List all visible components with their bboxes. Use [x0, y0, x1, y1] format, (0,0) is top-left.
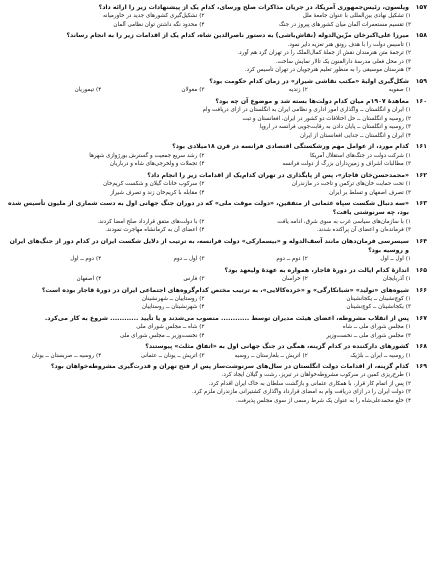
- answer-option[interactable]: [215, 275, 308, 284]
- option-number: ۲): [405, 50, 411, 57]
- answer-option[interactable]: [8, 295, 205, 304]
- question: [8, 362, 427, 406]
- question-text: اندازهٔ کدام ایالت در دورهٔ قاجار، همواره به عهدهٔ ولیعهد بود؟: [224, 266, 409, 274]
- question-text: شکل‌گیری اولیهٔ «مکتب نقاشی شیراز» در زمان کدام حکومت بود؟: [209, 77, 409, 85]
- answer-option[interactable]: [8, 275, 101, 284]
- option-number: ۴): [199, 21, 205, 28]
- question-number: ۱۵۷: [415, 4, 427, 11]
- option-text: صفویه: [388, 87, 404, 94]
- option-number: ۲): [302, 87, 308, 94]
- answer-options: [8, 323, 427, 340]
- option-number: ۳): [405, 227, 411, 234]
- option-number: ۳): [405, 124, 411, 131]
- option-text: مقابله با کریم‌خان زند و تصرف شیراز: [110, 189, 198, 196]
- question-text: معاهدهٔ ۱۹۰۷م میان کدام دولت‌ها بسته شد و موضوع آن چه بود؟: [215, 97, 409, 105]
- answer-option[interactable]: [8, 303, 205, 312]
- answer-option[interactable]: [8, 86, 101, 95]
- answer-option[interactable]: [8, 189, 205, 198]
- question: [8, 171, 427, 197]
- option-text: محدود نگه داشتن توان نظامی آلمان: [113, 21, 198, 28]
- answer-options: [8, 86, 427, 95]
- question-stem: [8, 142, 427, 151]
- answer-option[interactable]: [8, 12, 205, 21]
- option-text: با سازمان‌های سیاسی غرب به سوی شرق، ادامه یافت: [277, 218, 404, 225]
- option-number: ۳): [199, 275, 205, 282]
- option-text: خلع محمدعلی‌شاه را به عنوان یک شرط رسمی از سوی مجلس پذیرفت.: [235, 398, 404, 405]
- answer-option[interactable]: [8, 132, 411, 141]
- option-number: ۴): [405, 132, 411, 139]
- option-number: ۱): [405, 13, 411, 20]
- question: [8, 31, 427, 75]
- answer-option[interactable]: [111, 275, 204, 284]
- option-text: زندیه: [288, 87, 301, 94]
- option-text: روستاییان ــ شهرنشینان: [141, 295, 198, 302]
- answer-option[interactable]: [215, 323, 412, 332]
- option-number: ۴): [96, 352, 102, 359]
- answer-option[interactable]: [215, 218, 412, 227]
- option-number: ۲): [302, 352, 308, 359]
- option-text: دوم ــ اول: [70, 256, 95, 263]
- answer-option[interactable]: [8, 41, 411, 50]
- option-number: ۱): [405, 324, 411, 331]
- answer-options: [8, 41, 427, 75]
- option-number: ۴): [199, 161, 205, 168]
- question-number: ۱۶۸: [415, 343, 427, 351]
- question-stem: [8, 3, 427, 12]
- question: [8, 237, 427, 264]
- option-number: ۱): [405, 41, 411, 48]
- option-number: ۴): [199, 332, 205, 339]
- answer-option[interactable]: [8, 226, 205, 235]
- option-text: دولت ایران را در ازای دریافت وام به امضای قرارداد واگذاری کشتیرانی مازندران ملزم کرد.: [192, 389, 404, 396]
- answer-option[interactable]: [215, 180, 412, 189]
- answer-options: [8, 152, 427, 169]
- option-text: در محل فعلی مدرسهٔ دارالفنون یک تالار نمایش ساخت.: [275, 58, 404, 65]
- answer-option[interactable]: [318, 275, 411, 284]
- option-text: مغولان: [181, 87, 198, 94]
- option-text: تشکیل‌گیری کشورهای جدید در خاورمیانه: [102, 13, 198, 20]
- option-number: ۲): [199, 13, 205, 20]
- option-text: تجملات و ولخرجی‌های شاه و درباریان: [109, 161, 198, 168]
- question-number: ۱۶۵: [415, 266, 427, 274]
- question-text: سیسرسی فرمان‌دهان مانند آسف‌الدوله و «بیسمارکی» دولت فرانسه، به ترتیب از دلایل شکست ایران در کدام دور از جنگ‌های ایران و روسیه بود؟: [9, 237, 409, 254]
- option-text: اعضای آن به کرمانشاه مهاجرت نمودند.: [105, 227, 198, 234]
- option-text: اتریش ــ بلغارستان ــ روسیه: [234, 352, 301, 359]
- answer-option[interactable]: [8, 49, 411, 58]
- question-stem: [8, 31, 427, 40]
- answer-option[interactable]: [8, 123, 411, 132]
- option-text: پس از اتمام کار قرار، با همکاری عثمانی و بازگشت سلطان به خاک ایران اقدام کرد.: [208, 380, 404, 387]
- option-text: اول ــ دوم: [173, 256, 198, 263]
- option-text: تحت حمایت خان‌های ترکمن و تاخت در مازندران: [291, 180, 404, 187]
- option-number: ۱): [405, 275, 411, 282]
- answer-option[interactable]: [8, 152, 205, 161]
- question-text: میرزا علی‌اکبرخان مزّین‌الدوله (نقاش‌باشی) به دستور ناصرالدین شاه، کدام یک از اقدامات زیر را به انجام رساند؟: [66, 32, 409, 40]
- option-number: ۱): [405, 256, 411, 263]
- option-number: ۲): [199, 218, 205, 225]
- answer-option[interactable]: [8, 371, 411, 380]
- answer-option[interactable]: [215, 295, 412, 304]
- option-number: ۲): [405, 380, 411, 387]
- question-stem: [8, 314, 427, 323]
- option-number: ۱): [405, 295, 411, 302]
- option-number: ۳): [199, 352, 205, 359]
- question: [8, 286, 427, 312]
- option-text: اول ــ اول: [380, 256, 404, 263]
- answer-options: [8, 371, 427, 405]
- answer-option[interactable]: [8, 397, 411, 406]
- answer-option[interactable]: [8, 380, 411, 389]
- option-number: ۲): [199, 180, 205, 187]
- answer-option[interactable]: [215, 12, 412, 21]
- answer-options: [8, 255, 427, 264]
- question-stem: [8, 199, 427, 217]
- question-stem: [8, 266, 427, 275]
- option-text: فارس: [183, 275, 198, 282]
- option-text: ایران و انگلستان ــ جدایی افغانستان از ایران: [300, 132, 404, 139]
- answer-options: [8, 12, 427, 29]
- option-text: با دولت‌های متفق قرارداد صلح امضا کردند.: [97, 218, 198, 225]
- question: [8, 266, 427, 284]
- option-number: ۱): [405, 352, 411, 359]
- option-text: ایران و انگلستان ــ واگذاری امور اداری و نظامی ایران به انگلستان در ازای دریافت وام: [202, 106, 404, 113]
- option-number: ۳): [199, 87, 205, 94]
- option-number: ۳): [405, 21, 411, 28]
- answer-option[interactable]: [8, 255, 101, 264]
- option-number: ۲): [199, 324, 205, 331]
- answer-option[interactable]: [215, 160, 412, 169]
- answer-option[interactable]: [215, 255, 308, 264]
- question-stem: [8, 286, 427, 295]
- question-number: ۱۶۱: [415, 143, 427, 151]
- answer-option[interactable]: [215, 21, 412, 30]
- question-number: ۱۶۴: [415, 237, 427, 245]
- question-number: ۱۶۹: [415, 363, 427, 371]
- option-text: فرمانده‌ان و اعضای آن پراکنده شدند.: [316, 227, 404, 234]
- option-number: ۱): [405, 87, 411, 94]
- option-number: ۳): [405, 161, 411, 168]
- option-number: ۱): [405, 106, 411, 113]
- question: [8, 142, 427, 168]
- answer-option[interactable]: [8, 332, 205, 341]
- option-text: طرح‌ریزی کمین در سرکوب مشروطه‌خواهان در تبریز، رشت و گیلان ایجاد کرد.: [221, 372, 404, 379]
- option-number: ۲): [302, 256, 308, 263]
- option-number: ۴): [96, 275, 102, 282]
- question-stem: [8, 77, 427, 86]
- question-text: «سه دنبال شکست سپاه عثمانی از متفقین، «دولت موقت ملی» که در دوران جنگ جهانی اول به دست شماری از ملیون تأسیس شده بود، چه سرنوشتی یافت؟: [8, 200, 409, 217]
- option-number: ۳): [405, 189, 411, 196]
- question: [8, 199, 427, 235]
- option-number: ۴): [199, 304, 205, 311]
- answer-option[interactable]: [215, 226, 412, 235]
- question-stem: [8, 97, 427, 106]
- option-text: تأسیس دولت را با هدف رونق هنر تعزیه دایر نمود.: [287, 41, 404, 48]
- option-text: رشد سریع جمعیت و گسترش بورژوازی شهرها: [89, 152, 198, 159]
- question: [8, 3, 427, 29]
- answer-option[interactable]: [8, 388, 411, 397]
- option-number: ۲): [199, 152, 205, 159]
- option-text: کوچ‌نشینان ــ یکجانشینان: [346, 295, 404, 302]
- option-text: خراسان: [281, 275, 301, 282]
- option-number: ۳): [405, 58, 411, 65]
- answer-option[interactable]: [8, 58, 411, 67]
- question: [8, 97, 427, 141]
- question-number: ۱۶۷: [415, 314, 427, 322]
- answer-option[interactable]: [318, 255, 411, 264]
- question-number: ۱۶۰: [415, 97, 427, 105]
- option-text: آذربایجان: [382, 275, 404, 282]
- option-number: ۱): [405, 218, 411, 225]
- answer-option[interactable]: [8, 66, 411, 75]
- option-text: روسیه ــ ایران ــ بلژیک: [350, 352, 404, 359]
- question: [8, 77, 427, 95]
- option-text: تشکیل نهادی بین‌المللی با عنوان جامعهٔ ملل: [302, 13, 404, 20]
- answer-option[interactable]: [318, 352, 411, 361]
- question-text: ویلسون، رئیس‌جمهوری آمریکا، در جریان مذاکرات صلح ورسای، کدام یک از پیشنهادات زیر را ارائه داد؟: [98, 4, 409, 11]
- option-text: دوم ــ دوم: [276, 256, 301, 263]
- option-number: ۱): [405, 180, 411, 187]
- option-text: روسیه و انگلستان ــ پایان دادن به رقابت‌جویی فرانسه در اروپا: [259, 124, 404, 131]
- question-number: ۱۶۲: [415, 171, 427, 179]
- answer-option[interactable]: [215, 189, 412, 198]
- option-text: تقسیم مستعمرات آلمان میان کشورهای پیروز در جنگ: [278, 21, 404, 28]
- option-number: ۴): [405, 67, 411, 74]
- option-text: اتریش ــ یونان ــ عثمانی: [140, 352, 198, 359]
- answer-option[interactable]: [8, 106, 411, 115]
- option-text: نخست‌وزیر ــ مجلس شورای ملی: [119, 332, 198, 339]
- option-text: ترجمهٔ متن هنرمندان نقش از جملهٔ کمال‌الملک را در تهران گرد هم آورد.: [237, 50, 404, 57]
- answer-options: [8, 352, 427, 361]
- option-text: مجلس شورای ملی ــ نخست‌وزیر: [326, 332, 404, 339]
- question-text: کدام گزینه، از اقدامات دولت انگلستان در سال‌های سرنوشت‌ساز پس از فتح تهران و قدرت‌گیری مشروطه‌خواهان بود؟: [50, 363, 409, 371]
- question-number: ۱۶۳: [415, 200, 427, 208]
- question-stem: [8, 342, 427, 351]
- question-number: ۱۵۹: [415, 77, 427, 85]
- option-text: مطالبات اشراف و زمین‌داران بزرگ از دولت فرانسه: [282, 161, 404, 168]
- question-text: کشورهای دارکننده در کدام گزینه، همگی در جنگ جهانی اول به «اتفاق مثلث» پیوستند؟: [145, 343, 409, 351]
- option-text: روسیه و انگلستان ــ حل اختلافات دو کشور در ایران، افغانستان و تبت: [242, 115, 404, 122]
- answer-option[interactable]: [111, 352, 204, 361]
- option-number: ۲): [302, 275, 308, 282]
- option-number: ۱): [405, 152, 411, 159]
- answer-options: [8, 275, 427, 284]
- option-text: تصرف اصفهان و تسلط بر ایران: [329, 189, 404, 196]
- option-text: شرکت دولت در جنگ‌های استقلال آمریکا: [310, 152, 404, 159]
- option-number: ۳): [405, 304, 411, 311]
- answer-options: [8, 106, 427, 140]
- question-text: «محمدحسن‌خان قاجار»، پس از پایگذاری در تهران کدام‌یک از اقدامات زیر را انجام داد؟: [147, 171, 409, 179]
- answer-options: [8, 180, 427, 197]
- answer-options: [8, 295, 427, 312]
- answer-option[interactable]: [8, 323, 205, 332]
- question: [8, 342, 427, 360]
- question: [8, 314, 427, 340]
- option-text: شهرنشینان ــ روستاییان: [141, 304, 198, 311]
- answer-option[interactable]: [215, 303, 412, 312]
- option-text: شاه ــ مجلس شورای ملی: [136, 324, 198, 331]
- answer-option[interactable]: [215, 152, 412, 161]
- answer-option[interactable]: [8, 352, 101, 361]
- option-number: ۳): [405, 389, 411, 396]
- question-text: شیوه‌های «تولید» «شبانکارگی» و «خرده‌کالایی»، به ترتیب مختص کدام‌گروه‌های اجتماعی ایران در دورهٔ قاجار بوده است؟: [41, 286, 409, 294]
- option-text: روسیه ــ صربستان ــ یونان: [31, 352, 95, 359]
- option-text: تیموریان: [74, 87, 95, 94]
- question-stem: [8, 171, 427, 180]
- option-number: ۴): [96, 256, 102, 263]
- question-stem: [8, 237, 427, 255]
- option-number: ۴): [199, 189, 205, 196]
- question-number: ۱۶۶: [415, 286, 427, 294]
- option-number: ۴): [96, 87, 102, 94]
- option-text: هنرستان موسیقی را به منظور تعلیم هنرجویان در تهران تأسیس کرد.: [244, 67, 404, 74]
- option-number: ۳): [405, 332, 411, 339]
- option-number: ۲): [199, 295, 205, 302]
- option-number: ۴): [199, 227, 205, 234]
- option-text: سرکوب خانات گیلان و شکست کریم‌خان: [103, 180, 198, 187]
- question-text: کدام مورد، از عوامل مهم ورشکستگی اقتصادی فرانسه در قرن ۱۸میلادی بود؟: [172, 143, 409, 151]
- answer-option[interactable]: [215, 86, 308, 95]
- answer-option[interactable]: [8, 115, 411, 124]
- answer-option[interactable]: [318, 86, 411, 95]
- option-number: ۲): [405, 115, 411, 122]
- answer-option[interactable]: [8, 218, 205, 227]
- option-number: ۱): [405, 372, 411, 379]
- answer-option[interactable]: [8, 21, 205, 30]
- option-number: ۳): [199, 256, 205, 263]
- question-stem: [8, 362, 427, 371]
- question-number: ۱۵۸: [415, 32, 427, 40]
- answer-option[interactable]: [8, 160, 205, 169]
- option-text: مجلس شورای ملی ــ شاه: [342, 324, 404, 331]
- option-text: یکجانشینان ــ کوچ‌نشینان: [346, 304, 404, 311]
- question-text: پس از انقلاب مشروطه، اعضای هیئت مدیران توسط ............ منصوب می‌شدند و یا تأیید ............ شروع به کار می‌کرد.: [44, 314, 409, 322]
- answer-option[interactable]: [111, 86, 204, 95]
- answer-options: [8, 218, 427, 235]
- answer-option[interactable]: [215, 332, 412, 341]
- option-text: اصفهان: [76, 275, 95, 282]
- option-number: ۴): [405, 398, 411, 405]
- answer-option[interactable]: [111, 255, 204, 264]
- answer-option[interactable]: [8, 180, 205, 189]
- answer-option[interactable]: [215, 352, 308, 361]
